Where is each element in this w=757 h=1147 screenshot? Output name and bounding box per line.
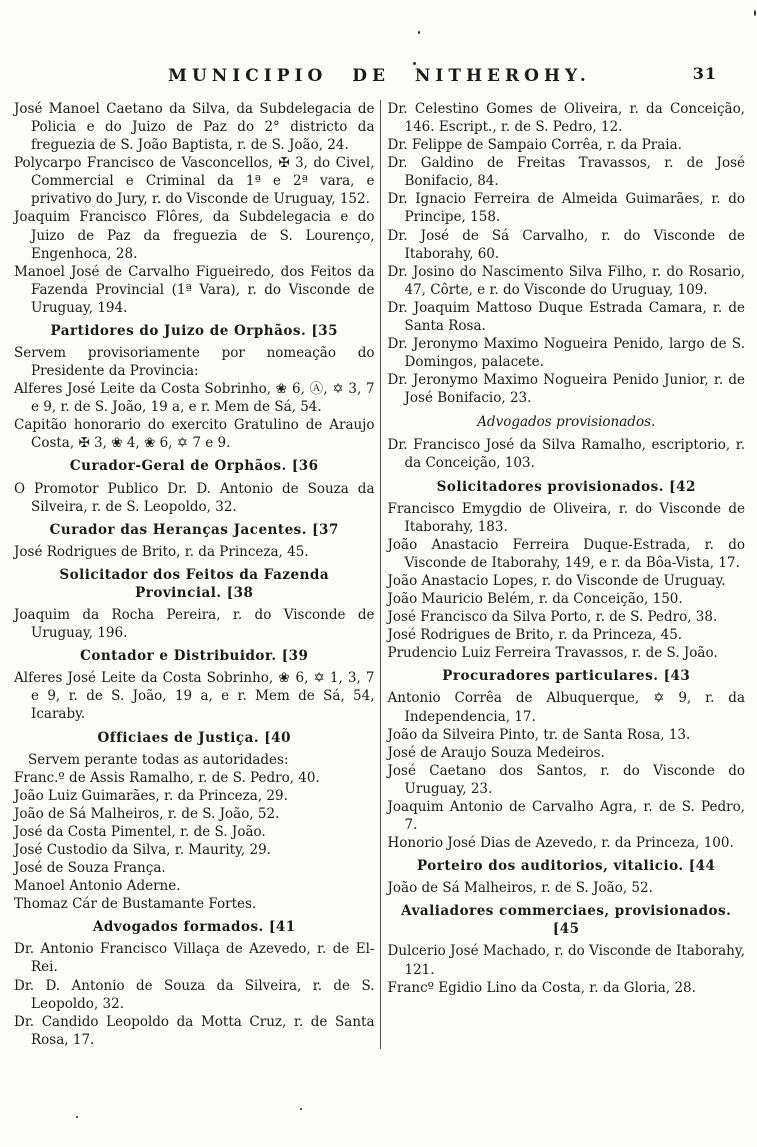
section-heading: Partidores do Juizo de Orphãos. [35 xyxy=(50,322,339,339)
directory-entry: Dr. Candido Leopoldo da Motta Cruz, r. de Santa Rosa, 17. xyxy=(14,1013,375,1048)
directory-entry: Manoel Antonio Aderne. xyxy=(14,878,181,895)
directory-entry: Francisco Emygdio de Oliveira, r. do Visconde de Itaborahy, 183. xyxy=(387,500,745,535)
scan-speck xyxy=(300,1108,302,1110)
section-heading: Officiaes de Justiça. [40 xyxy=(97,729,291,746)
page-header xyxy=(14,66,745,86)
section-heading: Curador-Geral de Orphãos. [36 xyxy=(69,458,319,475)
directory-entry: Dr. Felippe de Sampaio Corrêa, r. da Praia. xyxy=(387,137,682,154)
directory-columns xyxy=(14,100,745,1049)
scan-speck xyxy=(754,10,756,16)
directory-entry: Dr. Galdino de Freitas Travassos, r. de José Bonifacio, 84. xyxy=(387,155,745,190)
directory-entry: Dulcerio José Machado, r. do Visconde de Itaborahy, 121. xyxy=(387,943,745,978)
directory-entry: João da Silveira Pinto, tr. de Santa Rosa, 13. xyxy=(387,726,691,743)
directory-entry: José de Araujo Souza Medeiros. xyxy=(387,744,605,761)
scan-speck xyxy=(413,62,416,65)
section-heading: Curador das Heranças Jacentes. [37 xyxy=(49,521,339,538)
directory-entry: José de Souza França. xyxy=(14,860,166,877)
directory-entry: João de Sá Malheiros, r. de S. João, 52. xyxy=(14,805,280,822)
directory-entry: José da Costa Pimentel, r. de S. João. xyxy=(14,823,266,840)
directory-entry: Manoel José de Carvalho Figueiredo, dos Feitos da Fazenda Provincial (1ª Vara), r. do Visconde de Uruguay, 194. xyxy=(14,263,375,316)
directory-entry: José Rodrigues de Brito, r. da Princeza, 45. xyxy=(387,627,683,644)
directory-entry: José Manoel Caetano da Silva, da Subdelegacia de Policia e do Juizo de Paz do 2° districto da freguezia de S. João Baptista, r. de S. João, 24. xyxy=(14,101,375,154)
directory-entry: João Luiz Guimarães, r. da Princeza, 29. xyxy=(14,787,288,804)
section-heading: Advogados formados. [41 xyxy=(92,919,296,936)
directory-entry: Dr. José de Sá Carvalho, r. do Visconde de Itaborahy, 60. xyxy=(387,227,745,262)
directory-entry: Dr. Ignacio Ferreira de Almeida Guimarães, r. do Principe, 158. xyxy=(387,191,745,226)
directory-entry: Alferes José Leite da Costa Sobrinho, ❀ 6, ✡ 1, 3, 7 e 9, r. de S. João, 19 a, e r. Mem de Sá, 54, Icaraby. xyxy=(14,670,375,723)
page-number: 31 xyxy=(692,64,717,83)
right-column xyxy=(380,100,746,1049)
directory-entry: Honorio José Dias de Azevedo, r. da Princeza, 100. xyxy=(387,835,734,852)
directory-entry: Dr. Celestino Gomes de Oliveira, r. da Conceição, 146. Escript., r. de S. Pedro, 12. xyxy=(387,101,745,136)
directory-entry: Franc.º de Assis Ramalho, r. de S. Pedro, 40. xyxy=(14,769,320,786)
directory-entry: Dr. Jeronymo Maximo Nogueira Penido, largo de S. Domingos, palacete. xyxy=(387,336,745,371)
directory-entry: Dr. D. Antonio de Souza da Silveira, r. de S. Leopoldo, 32. xyxy=(14,977,375,1012)
section-heading: Advogados provisionados. xyxy=(477,414,656,431)
directory-entry: Alferes José Leite da Costa Sobrinho, ❀ 6, Ⓐ, ✡ 3, 7 e 9, r. de S. João, 19 a, e r. Mem de Sá, 54. xyxy=(14,381,375,416)
directory-entry: Dr. Josino do Nascimento Silva Filho, r. do Rosario, 47, Côrte, e r. do Visconde do Uruguay, 109. xyxy=(387,263,745,298)
directory-entry: Francº Egidio Lino da Costa, r. da Gloria, 28. xyxy=(387,979,696,996)
directory-entry: Joaquim Francisco Flôres, da Subdelegacia e do Juizo de Paz da freguezia de S. Lourenço, Engenhoca, 28. xyxy=(14,209,375,262)
directory-entry: Prudencio Luiz Ferreira Travassos, r. de S. João. xyxy=(387,645,718,662)
directory-entry: Dr. Jeronymo Maximo Nogueira Penido Junior, r. de José Bonifacio, 23. xyxy=(387,372,745,407)
directory-entry: José Caetano dos Santos, r. do Visconde do Uruguay, 23. xyxy=(387,762,745,797)
directory-entry: João Anastacio Lopes, r. do Visconde de Uruguay. xyxy=(387,572,726,589)
page-title: MUNICIPIO DE NITHEROHY. xyxy=(168,66,591,86)
section-heading: Procuradores particulares. [43 xyxy=(442,668,691,685)
left-column xyxy=(14,100,380,1049)
directory-entry: O Promotor Publico Dr. D. Antonio de Souza da Silveira, r. de S. Leopoldo, 32. xyxy=(14,480,375,515)
directory-entry: João Anastacio Ferreira Duque-Estrada, r. do Visconde de Itaborahy, 149, e r. da Bôa-Vista, 17. xyxy=(387,536,745,571)
section-heading: Solicitadores provisionados. [42 xyxy=(436,478,696,495)
directory-entry: Antonio Corrêa de Albuquerque, ✡ 9, r. da Independencia, 17. xyxy=(387,690,745,725)
section-heading: Avaliadores commerciaes, provisionados. [45 xyxy=(401,903,732,938)
directory-entry: José Francisco da Silva Porto, r. de S. Pedro, 38. xyxy=(387,609,718,626)
directory-entry: Servem provisoriamente por nomeação do Presidente da Provincia: xyxy=(14,345,375,380)
directory-entry: Polycarpo Francisco de Vasconcellos, ✠ 3, do Civel, Commercial e Criminal da 1ª e 2ª vara, e privativo do Jury, r. do Visconde de Uruguay, 152. xyxy=(14,155,375,208)
directory-entry: Capitão honorario do exercito Gratulino de Araujo Costa, ✠ 3, ❀ 4, ❀ 6, ✡ 7 e 9. xyxy=(14,417,375,452)
section-heading: Porteiro dos auditorios, vitalicio. [44 xyxy=(417,858,716,875)
directory-entry: Dr. Francisco José da Silva Ramalho, escriptorio, r. da Conceição, 103. xyxy=(387,437,745,472)
scan-speck xyxy=(418,31,420,34)
directory-entry: João Mauricio Belém, r. da Conceição, 150. xyxy=(387,591,683,608)
note-line: Servem perante todas as autoridades: xyxy=(28,751,289,768)
section-heading: Contador e Distribuidor. [39 xyxy=(80,648,309,665)
directory-entry: Joaquim da Rocha Pereira, r. do Visconde de Uruguay, 196. xyxy=(14,607,375,642)
directory-entry: José Custodio da Silva, r. Maurity, 29. xyxy=(14,841,271,858)
section-heading: Solicitador dos Feitos da Fazenda Provincial. [38 xyxy=(59,566,330,601)
directory-entry: Dr. Antonio Francisco Villaça de Azevedo, r. de El-Rei. xyxy=(14,941,375,976)
directory-entry: Dr. Joaquim Mattoso Duque Estrada Camara, r. de Santa Rosa. xyxy=(387,299,745,334)
directory-entry: José Rodrigues de Brito, r. da Princeza, 45. xyxy=(14,543,309,560)
scan-speck xyxy=(76,1116,78,1118)
directory-entry: João de Sá Malheiros, r. de S. João, 52. xyxy=(387,880,653,897)
directory-entry: Thomaz Cár de Bustamante Fortes. xyxy=(14,896,257,913)
directory-entry: Joaquim Antonio de Carvalho Agra, r. de S. Pedro, 7. xyxy=(387,798,745,833)
